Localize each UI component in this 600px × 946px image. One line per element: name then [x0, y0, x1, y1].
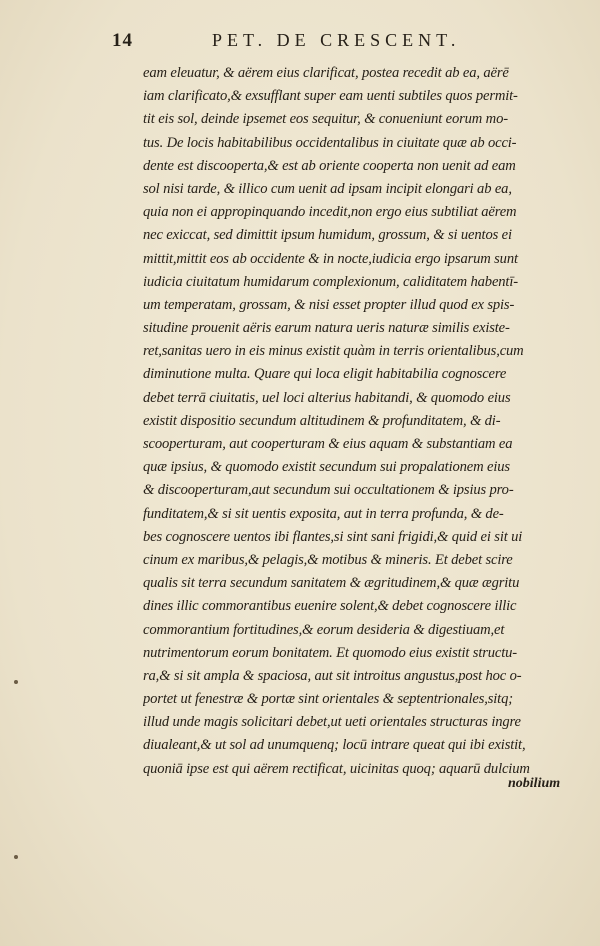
text-line: sol nisi tarde, & illico cum uenit ad ipsam incipit elongari ab ea,	[143, 180, 512, 197]
text-line: tus. De locis habitabilibus occidentalibus in ciuitate quæ ab occi-	[143, 134, 517, 151]
text-line: & discooperturam,aut secundum sui occultationem & ipsius pro-	[143, 482, 514, 499]
text-line: dines illic commorantibus euenire solent,& debet cognoscere illic	[143, 598, 517, 615]
text-line: eam eleuatur, & aërem eius clarificat, postea recedit ab ea, aërē	[143, 65, 509, 81]
catchword: nobilium	[508, 776, 561, 791]
text-line: um temperatam, grossam, & nisi esset propter illud quod ex spis-	[143, 296, 515, 313]
running-head: PET. DE CRESCENT.	[212, 30, 461, 50]
text-line: bes cognoscere uentos ibi flantes,si sint sani frigidi,& quid ei sit ui	[143, 528, 523, 545]
text-line: mittit,mittit eos ab occidente & in nocte,iudicia ergo ipsarum sunt	[143, 250, 518, 267]
text-line: nutrimentorum eorum bonitatem. Et quomodo eius existit structu-	[143, 644, 518, 661]
text-line: diualeant,& ut sol ad unumquenq; locū intrare queat qui ibi existit,	[143, 737, 526, 754]
page-header	[112, 30, 482, 56]
text-line: quæ ipsius, & quomodo existit secundum sui propalationem eius	[143, 459, 510, 476]
text-line: ra,& si sit ampla & spaciosa, aut sit introitus angustus,post hoc o-	[143, 667, 522, 684]
body-text	[143, 62, 573, 781]
margin-dot	[14, 680, 18, 684]
text-line: funditatem,& si sit uentis exposita, aut in terra profunda, & de-	[143, 505, 504, 522]
text-line: dente est discooperta,& est ab oriente cooperta non uenit ad eam	[143, 157, 516, 174]
text-line: commorantium fortitudines,& eorum desideria & digestiuam,et	[143, 621, 505, 638]
text-line: portet ut fenestræ & portæ sint orientales & septentrionales,sitq;	[143, 691, 513, 708]
text-line: ret,sanitas uero in eis minus existit quàm in terris orientalibus,cum	[143, 343, 524, 360]
margin-dot	[14, 855, 18, 859]
text-line: qualis sit terra secundum sanitatem & ægritudinem,& quæ ægritu	[143, 575, 520, 592]
text-line: quoniā ipse est qui aërem rectificat, uicinitas quoq; aquarū dulcium	[143, 760, 530, 777]
text-line: situdine prouenit aëris earum natura ueris naturæ similis existe-	[143, 320, 510, 337]
text-line: debet terrā ciuitatis, uel loci alterius habitandi, & quomodo eius	[143, 389, 511, 406]
text-line: diminutione multa. Quare qui loca eligit habitabilia cognoscere	[143, 366, 507, 383]
text-line: iudicia ciuitatum humidarum complexionum, caliditatem habentī-	[143, 273, 518, 290]
text-line: illud unde magis solicitari debet,ut ueti orientales structuras ingre	[143, 714, 521, 731]
text-line: cinum ex maribus,& pelagis,& motibus & mineris. Et debet scire	[143, 551, 513, 568]
page-number: 14	[112, 30, 133, 51]
text-line: iam clarificato,& exsufflant super eam uenti subtiles quos permit-	[143, 88, 518, 105]
text-line: existit dispositio secundum altitudinem & profunditatem, & di-	[143, 412, 501, 429]
text-line: nec exiccat, sed dimittit ipsum humidum, grossum, & si uentos ei	[143, 227, 512, 244]
text-line: scooperturam, aut cooperturam & eius aquam & substantiam ea	[143, 436, 513, 452]
text-line: tit eis sol, deinde ipsemet eos sequitur, & conueniunt eorum mo-	[143, 111, 508, 128]
text-line: quia non ei appropinquando incedit,non ergo eius subtiliat aërem	[143, 204, 517, 221]
